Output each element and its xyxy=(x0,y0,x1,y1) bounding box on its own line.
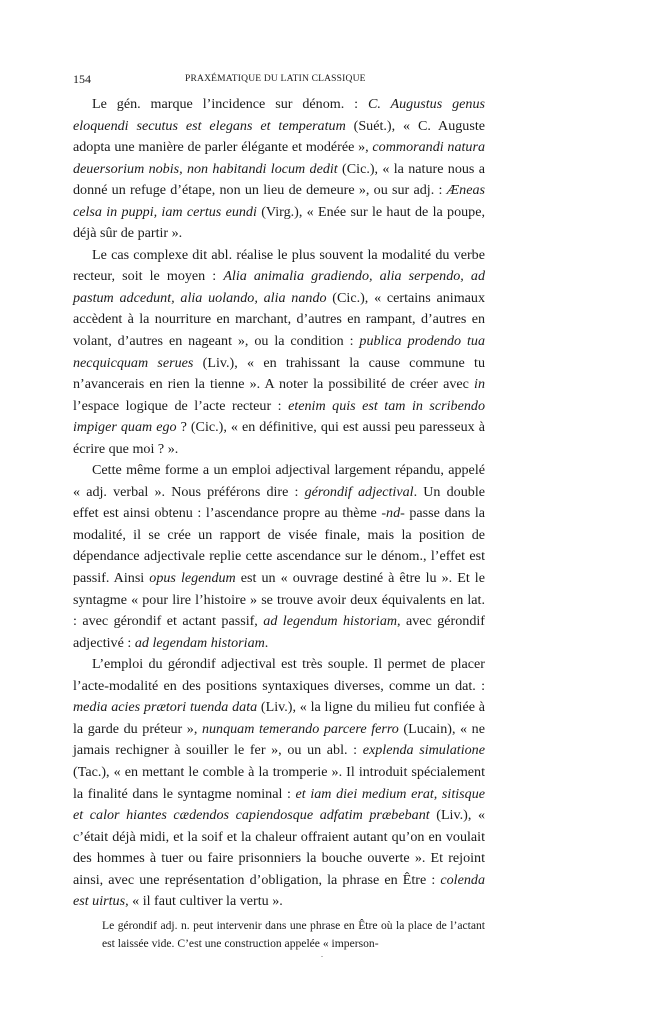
latin-citation: in xyxy=(474,376,485,393)
text-run: Cette même forme a un emploi adjectival largement répandu, appelé « adj. verbal ». Nous préférons dire : xyxy=(73,462,485,500)
running-head xyxy=(73,70,485,88)
latin-citation: explenda simulatione xyxy=(362,742,485,759)
text-run: l’espace logique de l’acte recteur : xyxy=(73,397,289,414)
text-run: , avec gérondif adjectivé : xyxy=(73,613,485,651)
paragraph-genitive xyxy=(73,94,485,245)
latin-citation: gérondif adjectival xyxy=(304,483,414,500)
latin-citation: nunquam temerando parcere ferro xyxy=(201,720,399,737)
scan-speck xyxy=(321,956,323,957)
text-run: (Liv.), « la ligne du milieu fut confiée à la garde du préteur », xyxy=(73,699,485,737)
latin-citation: colenda est uirtus xyxy=(73,871,485,910)
running-title: PRAXÉMATIQUE DU LATIN CLASSIQUE xyxy=(185,74,366,84)
text-run: (Liv.), « en trahissant la cause commune tu n’avancerais en rien la tienne ». A noter la possibilité de créer avec xyxy=(73,354,485,393)
latin-citation: ad legendam historiam xyxy=(134,634,265,651)
latin-citation: etenim quis est tam in scribendo impiger quam ego xyxy=(73,397,485,436)
text-run: . Un double effet est ainsi obtenu : l’ascendance propre au thème xyxy=(73,483,485,522)
text-run: Le cas complexe dit abl. réalise le plus souvent la modalité du verbe recteur, soit le moyen : xyxy=(73,246,485,285)
book-page xyxy=(73,70,485,954)
latin-citation: media acies prætori tuenda data xyxy=(73,699,258,716)
latin-citation: Æneas celsa in puppi, iam certus eundi xyxy=(73,182,485,220)
text-run: (Cic.), « certains animaux accèdent à la nourriture en marchant, d’autres en rampant, d’autres en volant, d’autres en nageant », ou la condition : xyxy=(73,289,486,350)
paragraph-ablative xyxy=(73,245,485,460)
paragraph-gerundive-uses xyxy=(73,654,485,913)
text-run: . xyxy=(264,634,269,651)
text-run: (Suét.), « C. Auguste adopta une manière de parler élégante et modérée », xyxy=(73,117,485,156)
latin-citation: et iam diei medium erat, sitisque et calor hiantes cædendos capiendosque adfatim præbebant xyxy=(73,785,485,824)
text-run: (Lucain), « ne jamais rechigner à souiller le fer », ou un abl. : xyxy=(73,720,485,759)
text-run: est un « ouvrage destiné à être lu ». Et le syntagme « pour lire l’histoire » se trouve avoir deux équivalents en lat. : avec gérondif et actant passif, xyxy=(73,570,485,630)
text-run: (Virg.), « Enée sur le haut de la poupe, déjà sûr de partir ». xyxy=(73,203,485,242)
text-run: ? (Cic.), « en définitive, qui est aussi peu paresseux à écrire que moi ? ». xyxy=(73,419,485,457)
latin-citation: opus legendum xyxy=(149,570,236,587)
text-run: (Liv.), « c’était déjà midi, et la soif et la chaleur offraient autant qu’on en voulait des hommes à tuer ou faire prisonniers la bouche ouverte ». Et rejoint ainsi, avec une représentation d’obligation, la phrase en Être : xyxy=(73,807,485,888)
text-run: (Tac.), « en mettant le comble à la tromperie ». Il introduit spécialement la finalité dans le syntagme nominal : xyxy=(73,763,485,802)
latin-citation: C. Augustus genus eloquendi secutus est elegans et temperatum xyxy=(73,96,485,134)
page-number: 154 xyxy=(73,72,91,86)
latin-citation: ad legendum historiam xyxy=(263,613,398,630)
latin-citation: Alia animalia gradiendo, alia serpendo, ad pastum adcedunt, alia uolando, alia nando xyxy=(73,268,485,306)
text-run: (Cic.), « la nature nous a donné un refuge d’étape, non un lieu de demeure », ou sur adj. : xyxy=(73,160,485,199)
latin-citation: -nd- xyxy=(381,505,405,522)
footnote-remark xyxy=(73,917,485,954)
text-run: Le gén. marque l’incidence sur dénom. : xyxy=(92,96,368,112)
text-run: Le gérondif adj. n. peut intervenir dans une phrase en Être où la place de l’actant est laissée vide. C’est une construction appelée « imperson- xyxy=(102,918,485,951)
latin-citation: publica prodendo tua necquicquam serues xyxy=(73,333,485,371)
text-run: passe dans la modalité, il se crée un rapport de visée finale, mais la position de dépendance adjectivale replie cette ascendance sur le dénom., l’effet est passif. Ainsi xyxy=(73,505,486,587)
paragraph-gerundive xyxy=(73,460,485,654)
latin-citation: commorandi natura deuersorium nobis, non habitandi locum dedit xyxy=(73,139,485,177)
text-run: , « il faut cultiver la vertu ». xyxy=(125,893,283,910)
body-text xyxy=(73,94,485,954)
text-run: L’emploi du gérondif adjectival est très souple. Il permet de placer l’acte-modalité en des positions syntaxiques diverses, comme un dat. : xyxy=(73,656,485,694)
